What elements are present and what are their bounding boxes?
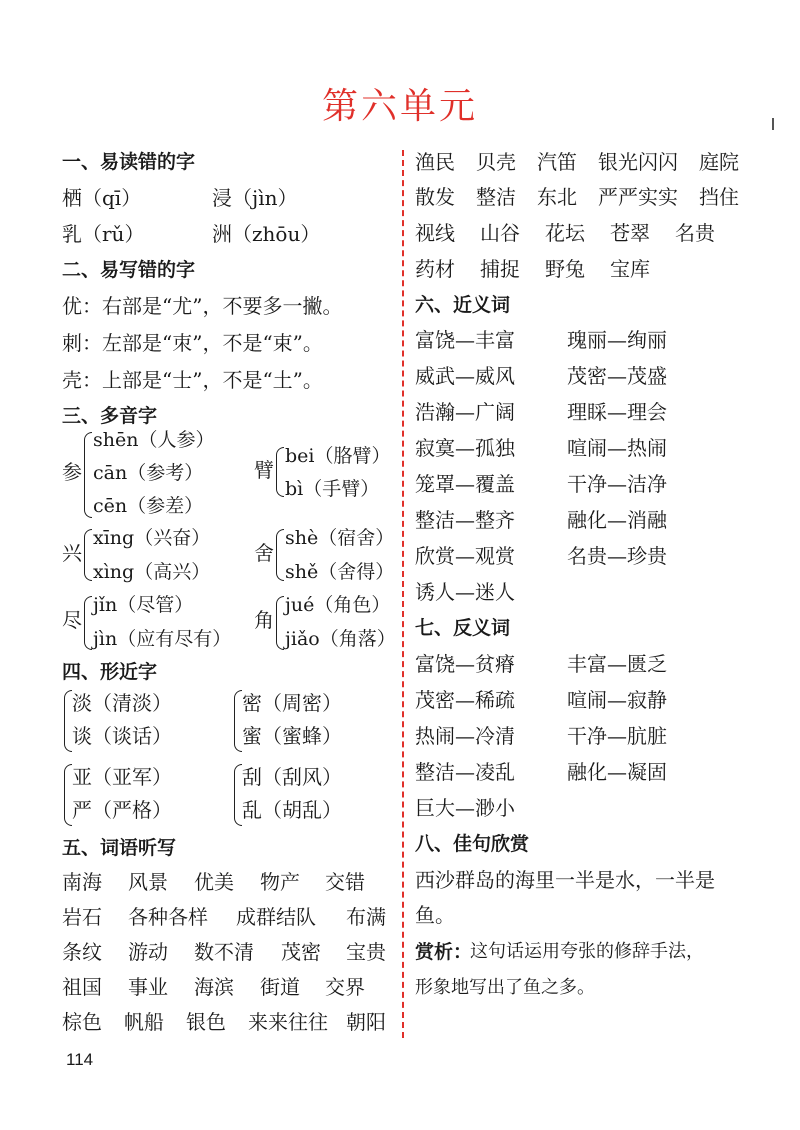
dictation-word: 各种各样 (128, 905, 208, 929)
edge-mark (772, 118, 774, 130)
section-heading-2: 二、易写错的字 (62, 259, 196, 281)
similar-char: 密（周密） (242, 691, 342, 715)
antonym-pair: 融化—凝固 (567, 760, 667, 784)
dictation-word: 南海 (62, 870, 102, 894)
dictation-word: 渔民 (415, 150, 455, 174)
item-1: 栖（qī） (62, 186, 142, 210)
antonym-pair: 富饶—贫瘠 (415, 652, 515, 676)
antonym-pair: 喧闹—寂静 (567, 688, 667, 712)
synonym-pair: 浩瀚—广阔 (415, 400, 515, 424)
dictation-word: 宝贵 (346, 940, 386, 964)
dictation-word: 花坛 (545, 221, 585, 245)
writing-note-2: 刺：左部是“朿”，不是“束”。 (62, 331, 323, 355)
antonym-pair: 干净—肮脏 (567, 724, 667, 748)
section-heading-6: 六、近义词 (415, 294, 511, 316)
brace (84, 432, 92, 518)
similar-char: 亚（亚军） (72, 765, 172, 789)
dictation-word: 来来往往 (248, 1010, 328, 1034)
section-heading-4: 四、形近字 (62, 661, 158, 683)
poly-reading: xìng（高兴） (93, 561, 211, 583)
quoted-sentence-line-1: 西沙群岛的海里一半是水，一半是 (415, 868, 715, 892)
dictation-word: 捕捉 (480, 257, 520, 281)
dictation-word: 茂密 (281, 940, 321, 964)
poly-reading: xīng（兴奋） (93, 527, 211, 549)
antonym-pair: 巨大—渺小 (415, 796, 515, 820)
poly-reading: shè（宿舍） (285, 527, 395, 549)
synonym-pair: 茂密—茂盛 (567, 364, 667, 388)
brace (276, 596, 284, 650)
poly-reading: jǐn（尽管） (93, 594, 194, 616)
similar-char: 淡（清淡） (72, 691, 172, 715)
dictation-word: 山谷 (480, 221, 520, 245)
brace (64, 764, 72, 826)
poly-char-jin: 尽 (62, 608, 82, 632)
item-3: 乳（rǔ） (62, 222, 145, 246)
synonym-pair: 欣赏—观赏 (415, 544, 515, 568)
antonym-pair: 整洁—凌乱 (415, 760, 515, 784)
synonym-pair: 诱人—迷人 (415, 580, 515, 604)
dictation-word: 苍翠 (610, 221, 650, 245)
poly-reading: jué（角色） (285, 594, 391, 616)
antonym-pair: 热闹—冷清 (415, 724, 515, 748)
dictation-word: 散发 (415, 185, 455, 209)
synonym-pair: 名贵—珍贵 (567, 544, 667, 568)
poly-char-xing: 兴 (62, 541, 82, 565)
synonym-pair: 干净—洁净 (567, 472, 667, 496)
synonym-pair: 寂寞—孤独 (415, 436, 515, 460)
section-heading-1: 一、易读错的字 (62, 151, 196, 173)
similar-char: 乱（胡乱） (242, 798, 342, 822)
quoted-sentence-line-2: 鱼。 (415, 903, 455, 927)
poly-reading: shēn（人参） (93, 429, 215, 451)
column-divider (402, 150, 404, 1038)
similar-char: 蜜（蜜蜂） (242, 724, 342, 748)
item-4: 洲（zhōu） (212, 222, 321, 246)
poly-reading: shě（舍得） (285, 561, 395, 583)
writing-note-3: 壳：上部是“士”，不是“土”。 (62, 368, 323, 392)
dictation-word: 野兔 (545, 257, 585, 281)
dictation-word: 严严实实 (598, 185, 678, 209)
dictation-word: 汽笛 (537, 150, 577, 174)
dictation-word: 东北 (537, 185, 577, 209)
similar-char: 严（严格） (72, 798, 172, 822)
poly-reading: jìn（应有尽有） (93, 628, 232, 650)
synonym-pair: 瑰丽—绚丽 (567, 328, 667, 352)
dictation-word: 游动 (128, 940, 168, 964)
synonym-pair: 富饶—丰富 (415, 328, 515, 352)
dictation-word: 布满 (346, 905, 386, 929)
section-heading-8: 八、佳句欣赏 (415, 833, 530, 855)
dictation-word: 物产 (260, 870, 300, 894)
similar-char: 刮（刮风） (242, 765, 342, 789)
dictation-word: 海滨 (194, 975, 234, 999)
poly-reading: bei（胳臂） (285, 445, 391, 467)
synonym-pair: 喧闹—热闹 (567, 436, 667, 460)
antonym-pair: 丰富—匮乏 (567, 652, 667, 676)
brace (84, 596, 92, 650)
appreciation-label: 赏析： (415, 941, 473, 963)
synonym-pair: 理睬—理会 (567, 400, 667, 424)
poly-char-can: 参 (62, 460, 82, 484)
section-heading-3: 三、多音字 (62, 405, 158, 427)
dictation-word: 名贵 (675, 221, 715, 245)
synonym-pair: 融化—消融 (567, 508, 667, 532)
poly-char-bi: 臂 (254, 458, 274, 482)
poly-char-she: 舍 (254, 541, 274, 565)
similar-char: 谈（谈话） (72, 724, 172, 748)
section-heading-5: 五、词语听写 (62, 837, 177, 859)
writing-note-1: 优：右部是“尤”，不要多一撇。 (62, 294, 343, 318)
dictation-word: 数不清 (194, 940, 254, 964)
dictation-word: 条纹 (62, 940, 102, 964)
dictation-word: 银色 (186, 1010, 226, 1034)
dictation-word: 视线 (415, 221, 455, 245)
dictation-word: 优美 (194, 870, 234, 894)
dictation-word: 整洁 (476, 185, 516, 209)
brace (234, 764, 242, 826)
synonym-pair: 威武—威风 (415, 364, 515, 388)
page-title: 第六单元 (321, 86, 478, 127)
dictation-word: 街道 (260, 975, 300, 999)
poly-reading: jiǎo（角落） (285, 628, 396, 650)
brace (276, 529, 284, 581)
dictation-word: 棕色 (62, 1010, 102, 1034)
page-number: 114 (66, 1050, 94, 1069)
dictation-word: 庭院 (699, 150, 739, 174)
dictation-word: 成群结队 (236, 905, 316, 929)
dictation-word: 事业 (128, 975, 168, 999)
dictation-word: 交错 (325, 870, 365, 894)
dictation-word: 药材 (415, 257, 455, 281)
brace (234, 690, 242, 752)
appreciation-line-2: 形象地写出了鱼之多。 (415, 977, 595, 998)
poly-reading: bì（手臂） (285, 478, 380, 500)
dictation-word: 交界 (325, 975, 365, 999)
appreciation-line-1: 这句话运用夸张的修辞手法， (470, 941, 704, 962)
dictation-word: 银光闪闪 (598, 150, 678, 174)
poly-reading: cēn（参差） (93, 495, 204, 517)
dictation-word: 朝阳 (346, 1010, 386, 1034)
brace (276, 447, 284, 497)
dictation-word: 帆船 (124, 1010, 164, 1034)
antonym-pair: 茂密—稀疏 (415, 688, 515, 712)
brace (84, 529, 92, 581)
dictation-word: 挡住 (699, 185, 739, 209)
dictation-word: 宝库 (610, 257, 650, 281)
dictation-word: 岩石 (62, 905, 102, 929)
poly-char-jiao: 角 (254, 608, 274, 632)
brace (64, 690, 72, 752)
synonym-pair: 整洁—整齐 (415, 508, 515, 532)
dictation-word: 贝壳 (476, 150, 516, 174)
synonym-pair: 笼罩—覆盖 (415, 472, 515, 496)
dictation-word: 风景 (128, 870, 168, 894)
item-2: 浸（jìn） (212, 186, 298, 210)
dictation-word: 祖国 (62, 975, 102, 999)
poly-reading: cān（参考） (93, 462, 204, 484)
section-heading-7: 七、反义词 (415, 617, 511, 639)
